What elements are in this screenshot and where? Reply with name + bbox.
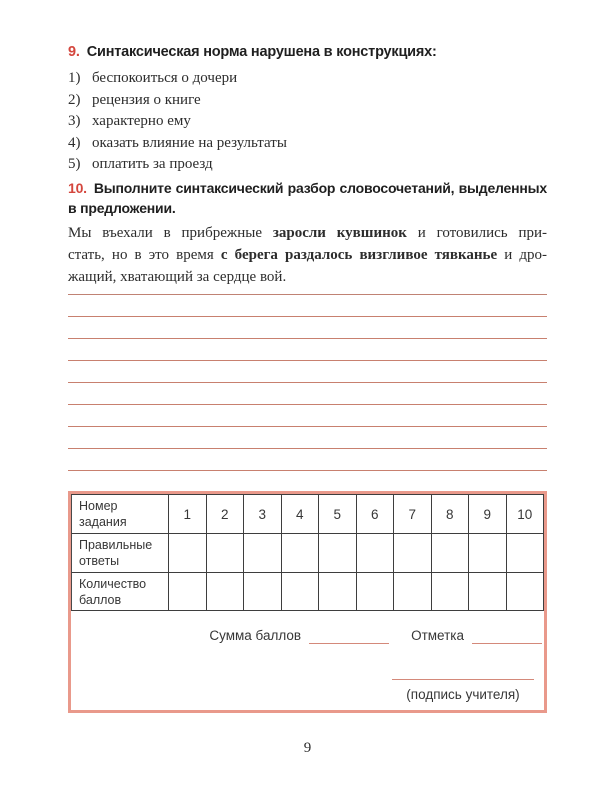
task-10-number: 10. bbox=[68, 179, 87, 196]
answer-line bbox=[68, 382, 547, 404]
item-number: 5) bbox=[68, 156, 81, 172]
page-number: 9 bbox=[303, 740, 312, 756]
answer-cell bbox=[431, 533, 469, 572]
sentence-line: стать, но в это время с берега раздалось визгливое тявканье и дро- bbox=[68, 246, 547, 263]
item-text: оплатить за проезд bbox=[92, 156, 213, 172]
points-cell bbox=[468, 572, 506, 610]
task-10-title-line2: в предложении. bbox=[68, 200, 176, 216]
mark-label: Отметка bbox=[411, 628, 464, 644]
answer-cell bbox=[318, 533, 356, 572]
task-9-number: 9. bbox=[68, 44, 80, 60]
sentence-paragraph bbox=[68, 222, 547, 289]
column-header-cell: 4 bbox=[281, 494, 319, 533]
task-10-heading bbox=[68, 178, 547, 219]
points-cell bbox=[206, 572, 244, 610]
answer-line bbox=[68, 470, 547, 492]
signature-block bbox=[392, 679, 534, 702]
list-item bbox=[68, 111, 547, 133]
answer-line bbox=[68, 294, 547, 316]
column-header-cell: 3 bbox=[243, 494, 281, 533]
task-9-title: Синтаксическая норма нарушена в конструкциях: bbox=[86, 44, 437, 60]
points-cell bbox=[356, 572, 394, 610]
list-item bbox=[68, 90, 547, 112]
answer-cell bbox=[393, 533, 431, 572]
points-cell bbox=[506, 572, 544, 610]
item-text: беспокоиться о дочери bbox=[92, 70, 238, 86]
row-label-task-number: Номер задания bbox=[71, 494, 168, 533]
item-number: 4) bbox=[68, 134, 81, 151]
answer-cell bbox=[356, 533, 394, 572]
signature-line bbox=[392, 679, 534, 680]
points-cell bbox=[243, 572, 281, 610]
column-header-cell: 6 bbox=[356, 494, 394, 533]
score-table bbox=[71, 494, 544, 611]
list-item bbox=[68, 68, 547, 90]
item-number: 3) bbox=[68, 113, 81, 129]
item-number: 1) bbox=[68, 70, 81, 86]
item-text: характерно ему bbox=[92, 113, 191, 129]
points-cell bbox=[393, 572, 431, 610]
column-header-cell: 8 bbox=[431, 494, 469, 533]
list-item bbox=[68, 133, 547, 155]
sentence-line: Мы въехали в прибрежные заросли кувшинок и готовились при- bbox=[68, 224, 548, 241]
column-header-cell: 9 bbox=[468, 494, 506, 533]
item-text: оказать влияние на результаты bbox=[92, 134, 287, 151]
answer-cell bbox=[206, 533, 244, 572]
summary-row bbox=[71, 627, 542, 644]
column-header-cell: 5 bbox=[318, 494, 356, 533]
answer-line bbox=[68, 448, 547, 470]
column-header-cell: 10 bbox=[506, 494, 544, 533]
score-box bbox=[68, 491, 547, 713]
answer-cell bbox=[281, 533, 319, 572]
item-number: 2) bbox=[68, 91, 81, 108]
row-label-points: Количество баллов bbox=[71, 572, 168, 610]
answer-line bbox=[68, 316, 547, 338]
mark-blank bbox=[472, 629, 542, 644]
sum-label: Сумма баллов bbox=[209, 628, 302, 644]
task-9-heading bbox=[68, 44, 547, 60]
signature-caption: (подпись учителя) bbox=[406, 687, 520, 703]
row-label-correct-answers: Правильные ответы bbox=[71, 533, 168, 572]
answer-cell bbox=[506, 533, 544, 572]
answer-lines bbox=[68, 294, 547, 491]
sum-blank bbox=[309, 629, 389, 644]
answer-line bbox=[68, 404, 547, 426]
points-cell bbox=[318, 572, 356, 610]
points-cell bbox=[431, 572, 469, 610]
answer-line bbox=[68, 338, 547, 360]
item-text: рецензия о книге bbox=[92, 91, 201, 108]
sentence-line: жащий, хватающий за сердце вой. bbox=[68, 269, 287, 286]
task-10-title-line1: 10. Выполните синтаксический разбор словосочетаний, выделенных bbox=[68, 179, 547, 196]
column-header-cell: 7 bbox=[393, 494, 431, 533]
answer-cell bbox=[468, 533, 506, 572]
points-cell bbox=[281, 572, 319, 610]
column-header-cell: 2 bbox=[206, 494, 244, 533]
task-9-list bbox=[68, 68, 547, 176]
answer-line bbox=[68, 426, 547, 448]
points-cell bbox=[168, 572, 206, 610]
list-item bbox=[68, 154, 547, 176]
answer-line bbox=[68, 360, 547, 382]
answer-cell bbox=[168, 533, 206, 572]
column-header-cell: 1 bbox=[168, 494, 206, 533]
answer-cell bbox=[243, 533, 281, 572]
